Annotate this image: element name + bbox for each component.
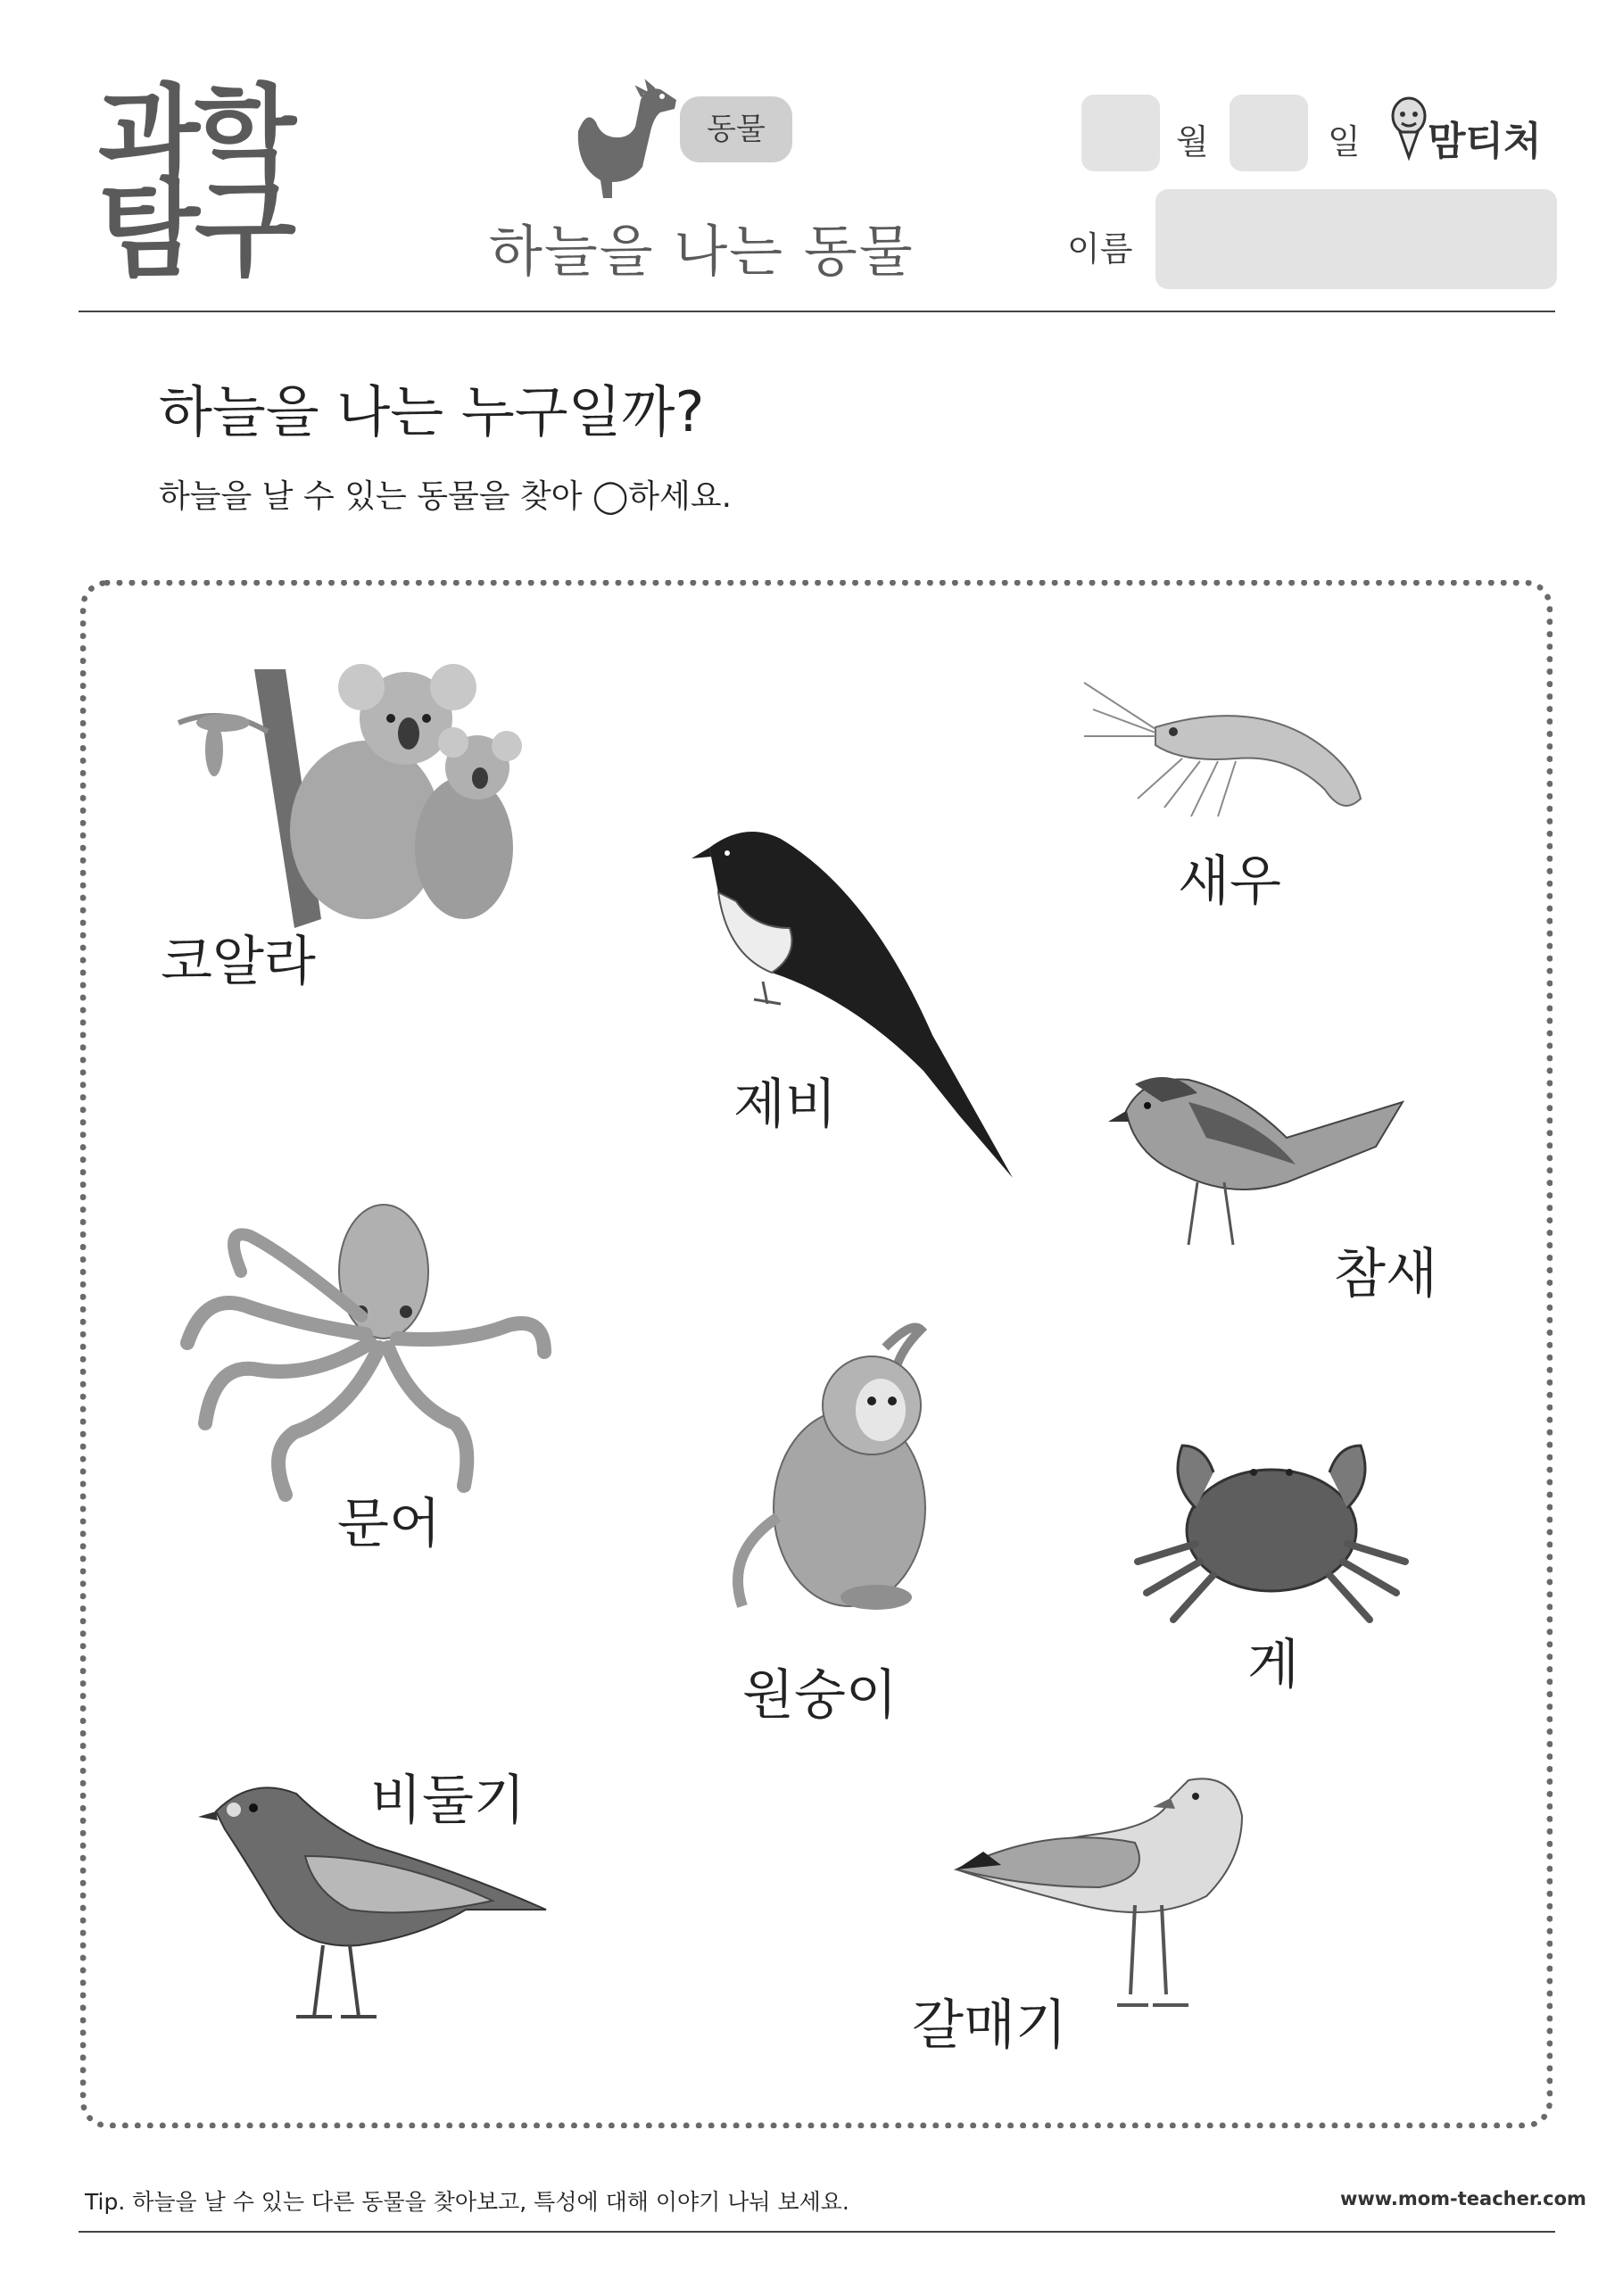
dinosaur-icon: [560, 82, 685, 198]
month-label: 월: [1176, 122, 1209, 162]
shrimp-image[interactable]: [1084, 674, 1396, 834]
seagull-image[interactable]: [956, 1771, 1251, 2017]
label-swallow: 제비: [733, 1073, 837, 1136]
day-input[interactable]: [1230, 95, 1308, 171]
label-sparrow: 참새: [1334, 1243, 1437, 1305]
brand-logo: 맘티처: [1428, 119, 1542, 164]
name-label: 이름: [1067, 229, 1133, 269]
label-crab: 게: [1247, 1634, 1299, 1696]
sparrow-image[interactable]: [1108, 1066, 1403, 1254]
website-link[interactable]: www.mom-teacher.com: [1340, 2188, 1586, 2209]
header-divider: [79, 311, 1555, 312]
label-monkey: 원숭이: [742, 1664, 898, 1727]
day-label: 일: [1328, 122, 1361, 162]
label-koala: 코알라: [161, 931, 316, 993]
koala-image[interactable]: [170, 651, 562, 937]
pencil-mascot-icon: [1387, 96, 1430, 159]
octopus-image[interactable]: [170, 1200, 553, 1495]
month-input[interactable]: [1081, 95, 1160, 171]
footer-divider: [79, 2231, 1555, 2233]
label-seagull: 갈매기: [912, 1994, 1067, 2057]
monkey-image[interactable]: [725, 1321, 939, 1615]
question-title: 하늘을 나는 누구일까?: [159, 379, 705, 444]
logo-line-2: 탐구: [98, 168, 291, 291]
subject-title: 하늘을 나는 동물: [489, 219, 915, 284]
crab-image[interactable]: [1133, 1428, 1410, 1624]
name-input[interactable]: [1155, 189, 1557, 289]
label-shrimp: 새우: [1178, 850, 1281, 913]
instruction-text: 하늘을 날 수 있는 동물을 찾아 ◯하세요.: [159, 478, 733, 515]
tip-text: Tip. 하늘을 날 수 있는 다른 동물을 찾아보고, 특성에 대해 이야기 나눠 보세요.: [85, 2189, 849, 2215]
category-badge: 동물: [680, 96, 792, 162]
logo-line-1: 과학: [98, 73, 291, 196]
label-pigeon: 비둘기: [370, 1770, 526, 1832]
label-octopus: 문어: [337, 1493, 441, 1555]
